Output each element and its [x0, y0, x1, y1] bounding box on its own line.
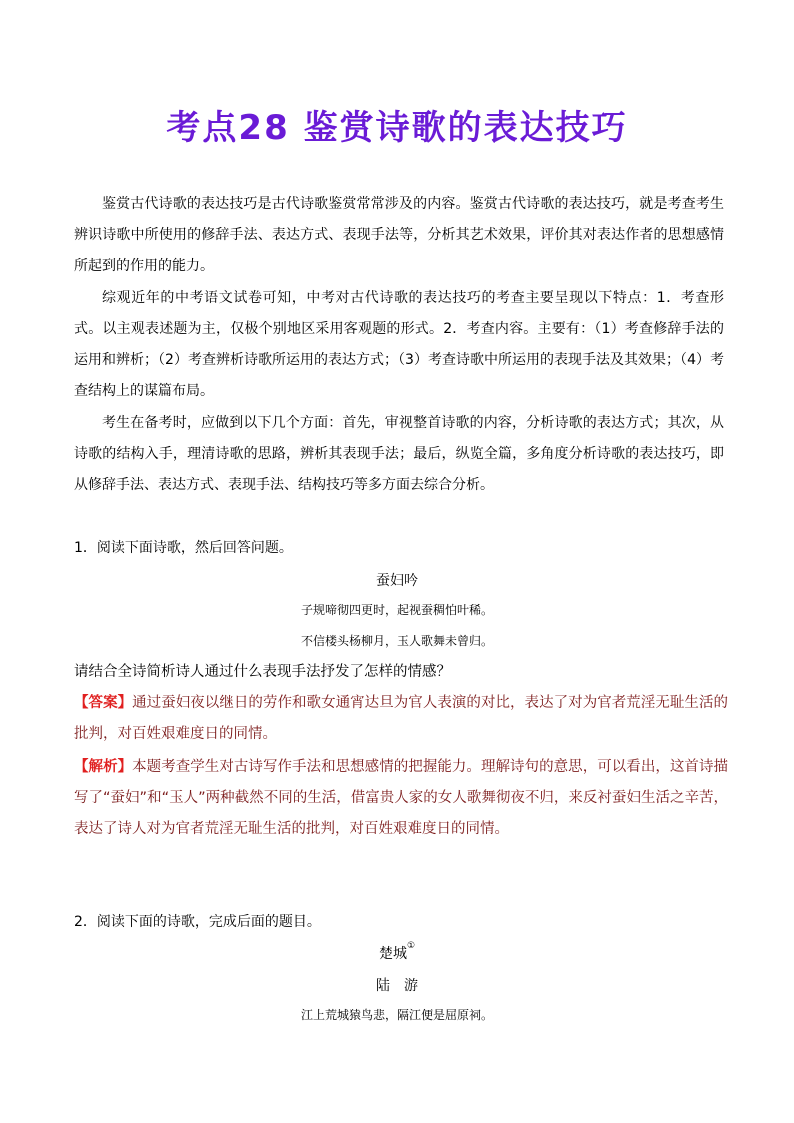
- poem-1-title: 蚕妇吟: [376, 573, 418, 589]
- poem-2-author: 陆 游: [376, 978, 418, 994]
- analysis-text: 本题考查学生对古诗写作手法和思想感情的把握能力。理解诗句的意思，可以看出，这首诗描写了“蚕妇”和“玉人”两种截然不同的生活，借富贵人家的女人歌舞彻夜不归，来反衬蚕妇生活之辛苦，表达了诗人对为官者荒淫无耻生活的批判，对百姓艰难度日的同情。: [74, 759, 729, 837]
- intro-paragraph-3: 考生在备考时，应做到以下几个方面：首先，审视整首诗歌的内容，分析诗歌的表达方式；其次，从诗歌的结构入手，理清诗歌的思路，辨析其表现手法；最后，纵览全篇，多角度分析诗歌的表达技巧，即从修辞手法、表达方式、表现手法、结构技巧等多方面去综合分析。: [74, 415, 724, 493]
- analysis-tag: 【解析】: [74, 759, 133, 775]
- question-2-heading: 2．阅读下面的诗歌，完成后面的题目。: [74, 914, 321, 930]
- intro-paragraph-1: 鉴赏古代诗歌的表达技巧是古代诗歌鉴赏常常涉及的内容。鉴赏古代诗歌的表达技巧，就是考查考生辨识诗歌中所使用的修辞手法、表达方式、表现手法等，分析其艺术效果，评价其对表达作者的思想感情所起到的作用的能力。: [74, 196, 724, 274]
- poem-2-title: [0, 943, 794, 963]
- answer-text: 通过蚕妇夜以继日的劳作和歌女通宵达旦为官人表演的对比，表达了对为官者荒淫无耻生活的批判，对百姓艰难度日的同情。: [74, 695, 729, 742]
- analysis-block: [74, 752, 728, 845]
- footnote-marker: ①: [406, 941, 416, 951]
- answer-block: [74, 688, 728, 750]
- poem-1-line-2: 不信楼头杨柳月，玉人歌舞未曾归。: [300, 634, 493, 648]
- intro-paragraph-2: 综观近年的中考语文试卷可知，中考对古代诗歌的表达技巧的考查主要呈现以下特点：1．考查形式。以主观表述题为主，仅极个别地区采用客观题的形式。2．考查内容。主要有：（1）考查修辞手法的运用和辨析；（2）考查辨析诗歌所运用的表达方式；（3）考查诗歌中所运用的表现手法及其效果；（4）考查结构上的谋篇布局。: [74, 290, 724, 399]
- answer-tag: 【答案】: [74, 695, 133, 711]
- poem-2-title-text: 楚城: [378, 946, 407, 962]
- page-title: 考点28 鉴赏诗歌的表达技巧: [166, 108, 628, 148]
- poem-1-line-1: 子规啼彻四更时，起视蚕稠怕叶稀。: [300, 603, 493, 617]
- poem-2-line-1: 江上荒城猿鸟悲，隔江便是屈原祠。: [300, 1008, 493, 1022]
- question-1-heading: 1．阅读下面诗歌，然后回答问题。: [74, 540, 293, 556]
- question-1-prompt: 请结合全诗简析诗人通过什么表现手法抒发了怎样的情感？: [74, 664, 451, 680]
